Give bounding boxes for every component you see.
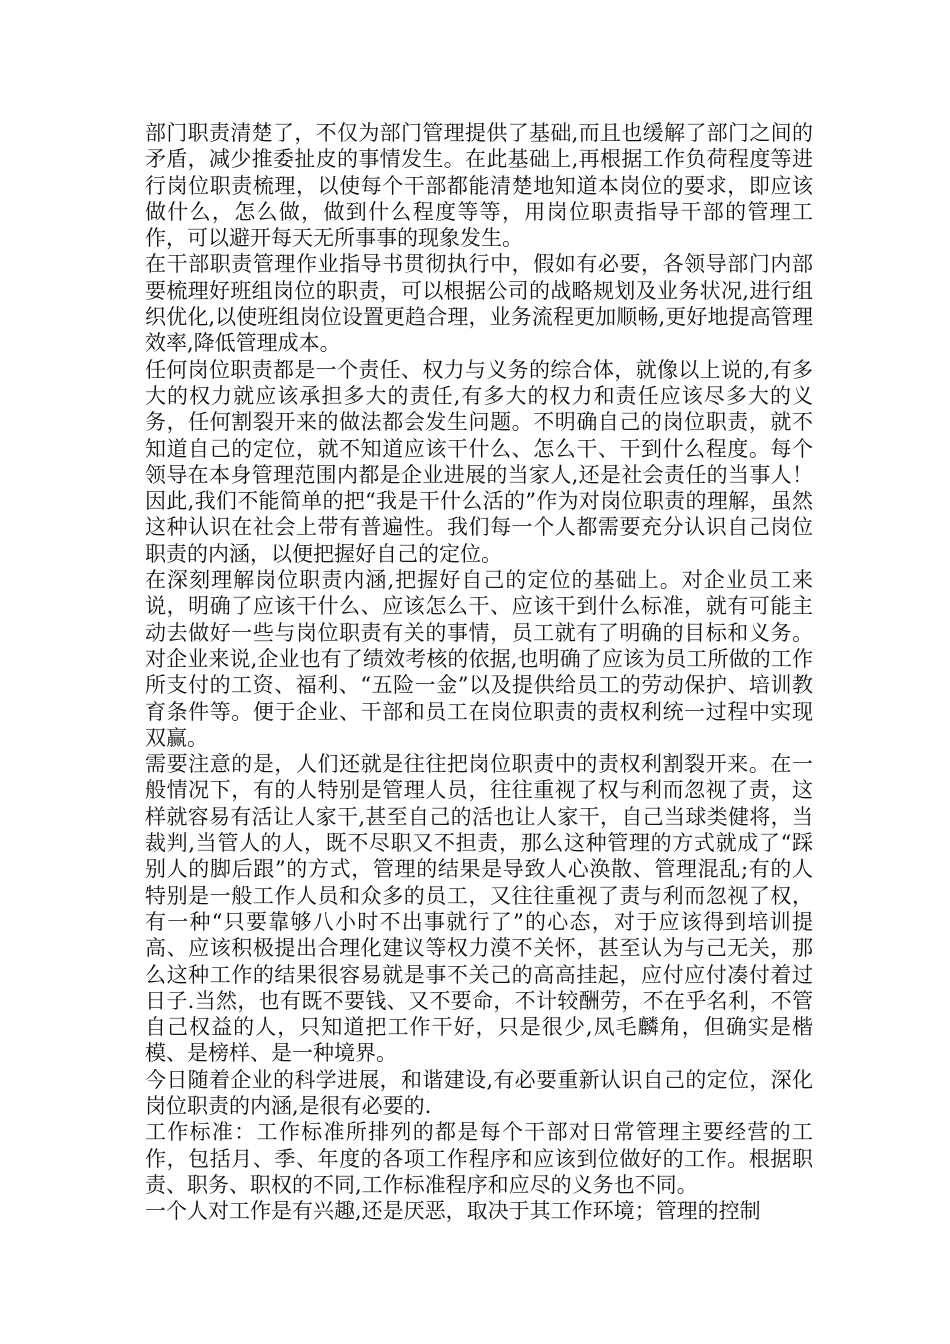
- paragraph: 在干部职责管理作业指导书贯彻执行中，假如有必要，各领导部门内部要梳理好班组岗位的职责，可以根据公司的战略规划及业务状况,进行组织优化,以使班组岗位设置更趋合理，业务流程更加顺畅,更好地提高管理效率,降低管理成本。: [145, 252, 813, 356]
- paragraph: 需要注意的是，人们还就是往往把岗位职责中的责权利割裂开来。在一般情况下，有的人特别是管理人员，往往重视了权与利而忽视了责，这样就容易有活让人家干,甚至自己的活也让人家干，自己当球类健将，当裁判,当管人的人，既不尽职又不担责，那么这种管理的方式就成了“踩别人的脚后跟”的方式，管理的结果是导致人心涣散、管理混乱;有的人特别是一般工作人员和众多的员工，又往往重视了责与利而忽视了权，有一种“只要靠够八小时不出事就行了”的心态，对于应该得到培训提高、应该积极提出合理化建议等权力漠不关怀，甚至认为与己无关，那么这种工作的结果很容易就是事不关己的高高挂起，应付应付凑付着过日子.当然，也有既不要钱、又不要命，不计较酬劳，不在乎名利，不管自己权益的人，只知道把工作干好，只是很少,凤毛麟角，但确实是楷模、是榜样、是一种境界。: [145, 752, 813, 1066]
- paragraph: 工作标准：工作标准所排列的都是每个干部对日常管理主要经营的工作，包括月、季、年度的各项工作程序和应该到位做好的工作。根据职责、职务、职权的不同,工作标准程序和应尽的义务也不同。: [145, 1120, 813, 1197]
- document-body: [145, 120, 813, 1224]
- paragraph: 任何岗位职责都是一个责任、权力与义务的综合体，就像以上说的,有多大的权力就应该承担多大的责任,有多大的权力和责任应该尽多大的义务，任何割裂开来的做法都会发生问题。不明确自己的岗位职责，就不知道自己的定位，就不知道应该干什么、怎么干、干到什么程度。每个领导在本身管理范围内都是企业进展的当家人,还是社会责任的当事人！因此,我们不能简单的把“我是干什么活的”作为对岗位职责的理解，虽然这种认识在社会上带有普遍性。我们每一个人都需要充分认识自己岗位职责的内涵，以便把握好自己的定位。: [145, 357, 813, 566]
- paragraph: 一个人对工作是有兴趣,还是厌恶，取决于其工作环境；管理的控制: [145, 1199, 761, 1224]
- paragraph: 今日随着企业的科学进展，和谐建设,有必要重新认识自己的定位，深化岗位职责的内涵,是很有必要的.: [145, 1067, 813, 1118]
- paragraph: 在深刻理解岗位职责内涵,把握好自己的定位的基础上。对企业员工来说，明确了应该干什么、应该怎么干、应该干到什么标准，就有可能主动去做好一些与岗位职责有关的事情，员工就有了明确的目标和义务。对企业来说,企业也有了绩效考核的依据,也明确了应该为员工所做的工作所支付的工资、福利、“五险一金”以及提供给员工的劳动保护、培训教育条件等。便于企业、干部和员工在岗位职责的责权利统一过程中实现双赢。: [145, 568, 813, 750]
- paragraph: 部门职责清楚了，不仅为部门管理提供了基础,而且也缓解了部门之间的矛盾，减少推委扯皮的事情发生。在此基础上,再根据工作负荷程度等进行岗位职责梳理，以使每个干部都能清楚地知道本岗位的要求，即应该做什么，怎么做，做到什么程度等等，用岗位职责指导干部的管理工作，可以避开每天无所事事的现象发生。: [145, 121, 813, 251]
